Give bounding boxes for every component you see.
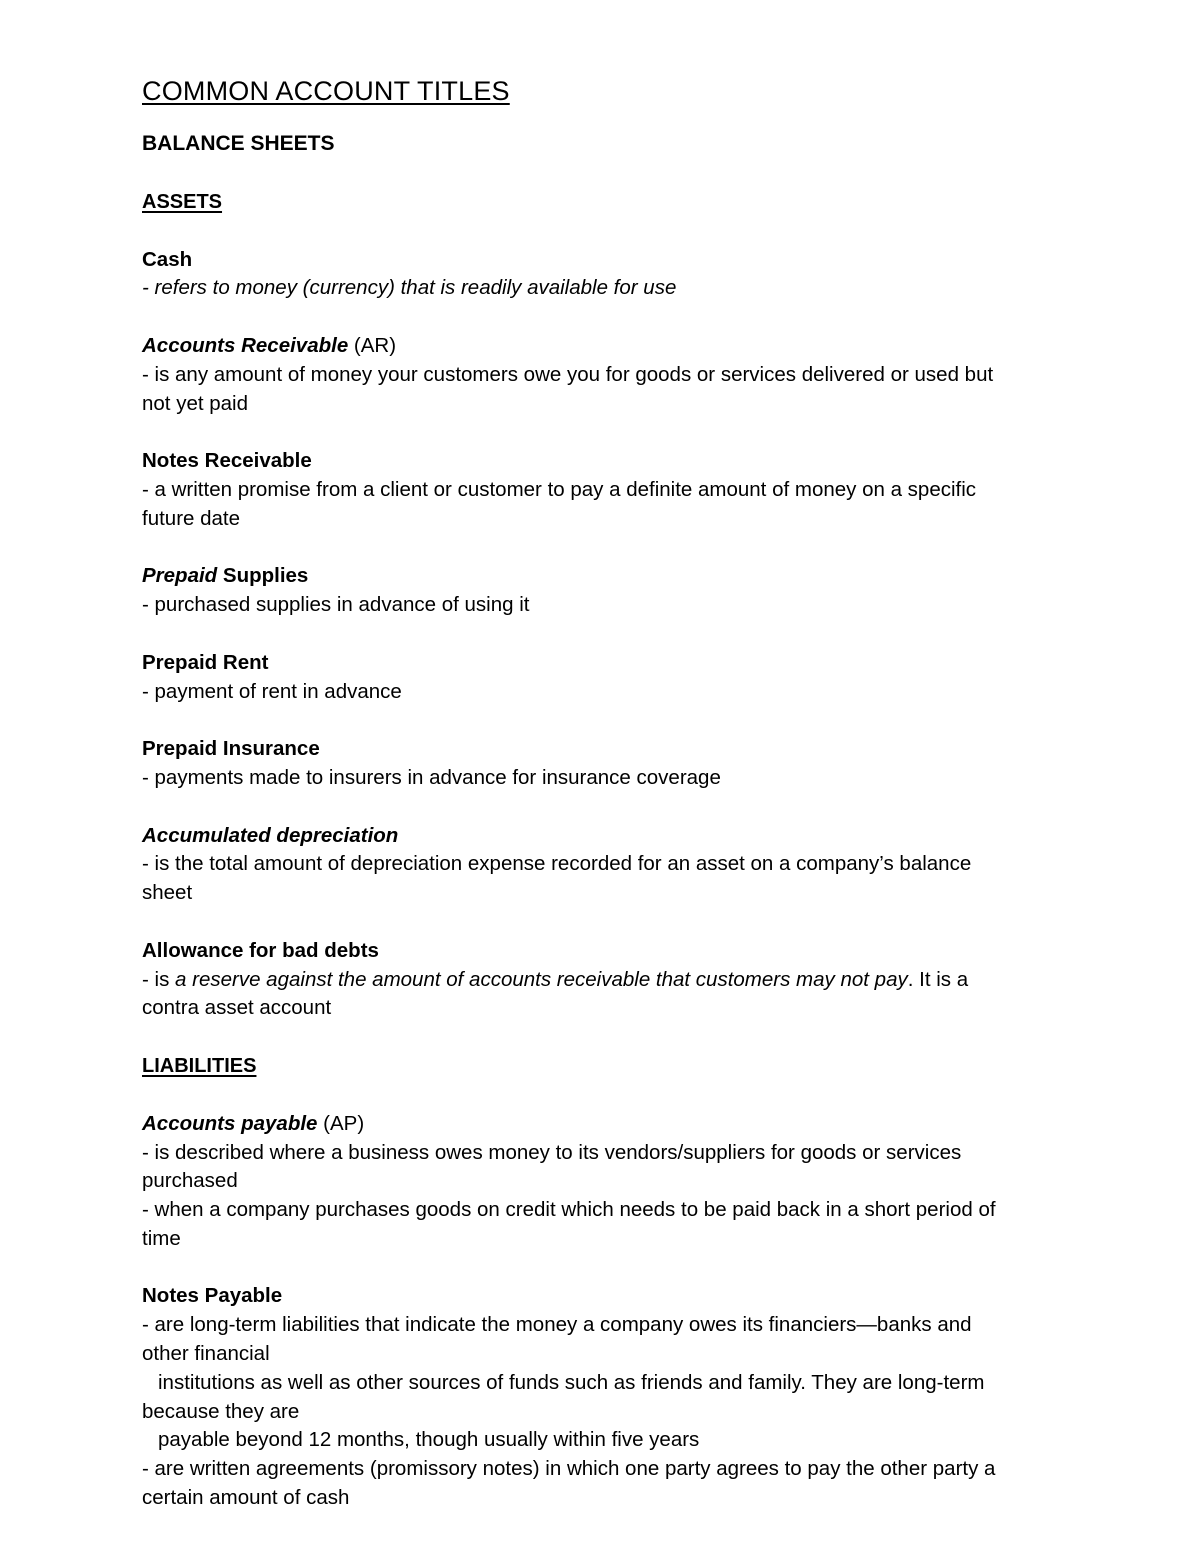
definition-prefix: - is xyxy=(142,967,176,991)
entry-term xyxy=(142,332,1062,361)
entry-definition: - is described where a business owes money to its vendors/suppliers for goods or services xyxy=(142,1140,962,1164)
entry-term: Notes Receivable xyxy=(142,449,312,473)
entry-definition: not yet paid xyxy=(142,391,248,415)
entry-allowance-bad-debts xyxy=(142,937,1062,1023)
entry-definition: - purchased supplies in advance of using it xyxy=(142,593,530,617)
entry-term-rest: Supplies xyxy=(217,564,309,588)
assets-heading: ASSETS xyxy=(142,190,223,213)
entry-definition: - a written promise from a client or customer to pay a definite amount of money on a specific xyxy=(142,477,977,501)
entry-notes-receivable xyxy=(142,447,1062,533)
entry-definition xyxy=(142,966,1062,995)
document-content xyxy=(142,74,1062,1542)
entry-definition: - refers to money (currency) that is readily available for use xyxy=(142,276,677,300)
entry-definition: - are long-term liabilities that indicate the money a company owes its financiers—banks and xyxy=(142,1313,972,1337)
entry-term-italic: Accounts payable xyxy=(142,1111,318,1135)
entry-term: Cash xyxy=(142,247,193,271)
entry-definition: - when a company purchases goods on credit which needs to be paid back in a short period of xyxy=(142,1198,996,1222)
entry-term: Prepaid Rent xyxy=(142,650,269,674)
entry-term-rest: (AR) xyxy=(348,333,397,357)
entry-definition: - payments made to insurers in advance for insurance coverage xyxy=(142,765,721,789)
entry-definition: sheet xyxy=(142,881,193,905)
entry-term: Allowance for bad debts xyxy=(142,938,379,962)
entry-definition: - is any amount of money your customers owe you for goods or services delivered or used but xyxy=(142,362,994,386)
entry-definition: payable beyond 12 months, though usually within five years xyxy=(158,1428,700,1452)
entry-term-italic: Accounts Receivable xyxy=(142,333,349,357)
definition-italic: a reserve against the amount of accounts receivable that customers may not pay xyxy=(175,967,908,991)
entry-definition: future date xyxy=(142,506,241,530)
entry-term: Notes Payable xyxy=(142,1284,283,1308)
entry-prepaid-insurance xyxy=(142,735,1062,793)
entry-notes-payable xyxy=(142,1282,1062,1512)
entry-term-rest: (AP) xyxy=(317,1111,365,1135)
entry-term xyxy=(142,1110,1062,1139)
entry-definition: contra asset account xyxy=(142,996,332,1020)
entry-term xyxy=(142,562,1062,591)
entry-definition: because they are xyxy=(142,1399,300,1423)
entry-accounts-receivable xyxy=(142,332,1062,418)
section-heading: BALANCE SHEETS xyxy=(142,132,335,155)
entry-term: Accumulated depreciation xyxy=(142,823,399,847)
entry-cash xyxy=(142,246,1062,304)
entry-accumulated-depreciation xyxy=(142,822,1062,908)
entry-accounts-payable xyxy=(142,1110,1062,1254)
entry-definition: certain amount of cash xyxy=(142,1486,350,1510)
definition-suffix: . It is a xyxy=(907,967,969,991)
entry-definition: purchased xyxy=(142,1169,238,1193)
entry-definition: - are written agreements (promissory notes) in which one party agrees to pay the other party a xyxy=(142,1457,996,1481)
entry-definition: other financial xyxy=(142,1342,270,1366)
entry-definition: time xyxy=(142,1226,181,1250)
entry-prepaid-rent xyxy=(142,649,1062,707)
entry-definition: - payment of rent in advance xyxy=(142,679,402,703)
entry-definition: - is the total amount of depreciation expense recorded for an asset on a company’s balance xyxy=(142,852,972,876)
entry-term-italic: Prepaid xyxy=(142,564,218,588)
entry-definition: institutions as well as other sources of funds such as friends and family. They are long-term xyxy=(158,1370,985,1394)
entry-term: Prepaid Insurance xyxy=(142,737,320,761)
liabilities-heading: LIABILITIES xyxy=(142,1054,257,1077)
page-title: COMMON ACCOUNT TITLES xyxy=(142,76,510,106)
entry-prepaid-supplies xyxy=(142,562,1062,620)
